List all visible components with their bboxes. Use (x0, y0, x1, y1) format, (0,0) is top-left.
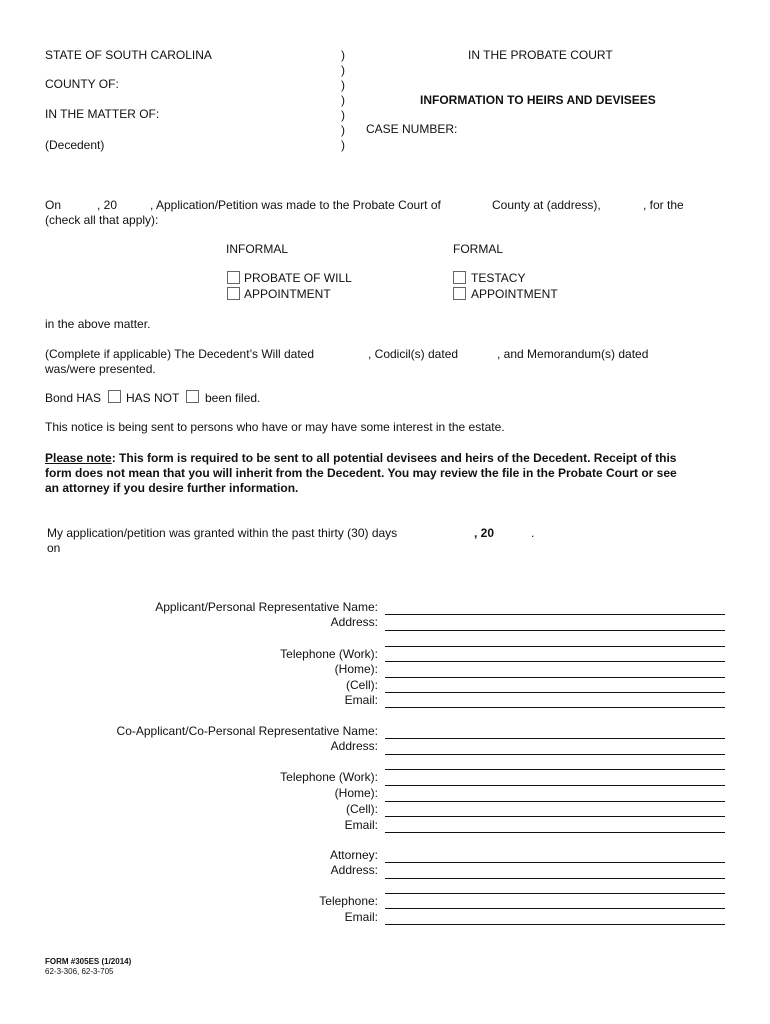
attorney-email-line[interactable] (385, 924, 725, 925)
for-the-label: , for the (643, 198, 684, 212)
applicant-address-line-2[interactable] (385, 646, 725, 647)
notice-text: This notice is being sent to persons who have or may have some interest in the estate. (45, 420, 505, 434)
coapplicant-name-label: Co-Applicant/Co-Personal Representative Name: (116, 724, 378, 738)
please-note-label: Please note (45, 451, 112, 465)
paren: ) (341, 93, 345, 107)
applicant-name-label: Applicant/Personal Representative Name: (155, 600, 378, 614)
applicant-name-line[interactable] (385, 614, 725, 615)
attorney-name-line[interactable] (385, 862, 725, 863)
state-label: STATE OF SOUTH CAROLINA (45, 48, 212, 62)
attorney-name-label: Attorney: (329, 848, 378, 862)
attorney-address-label: Address: (330, 863, 378, 877)
matter-label: IN THE MATTER OF: (45, 107, 160, 121)
applicant-email-label: Email: (344, 693, 378, 707)
year-label: , 20 (97, 198, 118, 212)
application-text: , Application/Petition was made to the Probate Court of (150, 198, 441, 212)
bond-has-checkbox[interactable] (108, 390, 121, 403)
above-matter-text: in the above matter. (45, 317, 151, 331)
memorandum-text: , and Memorandum(s) dated (497, 347, 649, 361)
paren: ) (341, 48, 345, 62)
has-not-checkbox[interactable] (186, 390, 199, 403)
informal-appointment-label: APPOINTMENT (244, 287, 331, 301)
testacy-checkbox[interactable] (453, 271, 466, 284)
granted-period: . (531, 526, 535, 540)
applicant-home-line[interactable] (385, 677, 725, 678)
attorney-address-line[interactable] (385, 878, 725, 879)
been-filed-label: been filed. (205, 391, 261, 405)
applicant-tel-work-label: Telephone (Work): (280, 647, 378, 661)
coapplicant-email-line[interactable] (385, 832, 725, 833)
note-text-2: form does not mean that you will inherit from the Decedent. You may review the file in the Probate Court or see (45, 466, 677, 480)
probate-of-will-checkbox[interactable] (227, 271, 240, 284)
granted-text: My application/petition was granted within the past thirty (30) days (47, 526, 398, 540)
applicant-email-line[interactable] (385, 707, 725, 708)
coapplicant-cell-label: (Cell): (346, 802, 378, 816)
has-not-label: HAS NOT (126, 391, 180, 405)
attorney-email-label: Email: (344, 910, 378, 924)
probate-of-will-label: PROBATE OF WILL (244, 271, 352, 285)
applicant-cell-label: (Cell): (346, 678, 378, 692)
coapplicant-tel-work-line[interactable] (385, 785, 725, 786)
paren: ) (341, 123, 345, 137)
please-note-line-1 (45, 451, 676, 465)
check-all-label: (check all that apply): (45, 213, 159, 227)
granted-on: on (47, 541, 61, 555)
codicil-text: , Codicil(s) dated (368, 347, 459, 361)
form-title: INFORMATION TO HEIRS AND DEVISEES (420, 93, 656, 107)
formal-appointment-label: APPOINTMENT (471, 287, 558, 301)
testacy-label: TESTACY (471, 271, 526, 285)
coapplicant-home-label: (Home): (334, 786, 378, 800)
note-text-1: : This form is required to be sent to all potential devisees and heirs of the Decedent. Receipt of this (111, 451, 677, 465)
presented-text: was/were presented. (45, 362, 156, 376)
paren: ) (341, 108, 345, 122)
coapplicant-tel-work-label: Telephone (Work): (280, 770, 378, 784)
paren: ) (341, 78, 345, 92)
attorney-address-line-2[interactable] (385, 893, 725, 894)
informal-appointment-checkbox[interactable] (227, 287, 240, 300)
applicant-cell-line[interactable] (385, 692, 725, 693)
granted-year: , 20 (474, 526, 495, 540)
case-number-label: CASE NUMBER: (366, 122, 458, 136)
coapplicant-cell-line[interactable] (385, 816, 725, 817)
coapplicant-address-line-2[interactable] (385, 769, 725, 770)
court-label: IN THE PROBATE COURT (468, 48, 613, 62)
formal-appointment-checkbox[interactable] (453, 287, 466, 300)
coapplicant-address-line[interactable] (385, 754, 725, 755)
coapplicant-email-label: Email: (344, 818, 378, 832)
coapplicant-home-line[interactable] (385, 801, 725, 802)
paren: ) (341, 138, 345, 152)
note-text-3: an attorney if you desire further information. (45, 481, 299, 495)
informal-heading: INFORMAL (226, 242, 289, 256)
coapplicant-name-line[interactable] (385, 738, 725, 739)
attorney-telephone-label: Telephone: (319, 894, 378, 908)
on-label: On (45, 198, 62, 212)
attorney-telephone-line[interactable] (385, 908, 725, 909)
county-label: COUNTY OF: (45, 77, 119, 91)
statute-codes: 62-3-306, 62-3-705 (45, 967, 114, 976)
coapplicant-address-label: Address: (330, 739, 378, 753)
applicant-home-label: (Home): (334, 662, 378, 676)
applicant-tel-work-line[interactable] (385, 661, 725, 662)
complete-if-text: (Complete if applicable) The Decedent’s Will dated (45, 347, 315, 361)
paren: ) (341, 63, 345, 77)
county-at-label: County at (address), (492, 198, 601, 212)
bond-has-label: Bond HAS (45, 391, 102, 405)
decedent-label: (Decedent) (45, 138, 105, 152)
applicant-address-line[interactable] (385, 630, 725, 631)
formal-heading: FORMAL (453, 242, 504, 256)
applicant-address-label: Address: (330, 615, 378, 629)
form-number: FORM #305ES (1/2014) (45, 957, 132, 966)
